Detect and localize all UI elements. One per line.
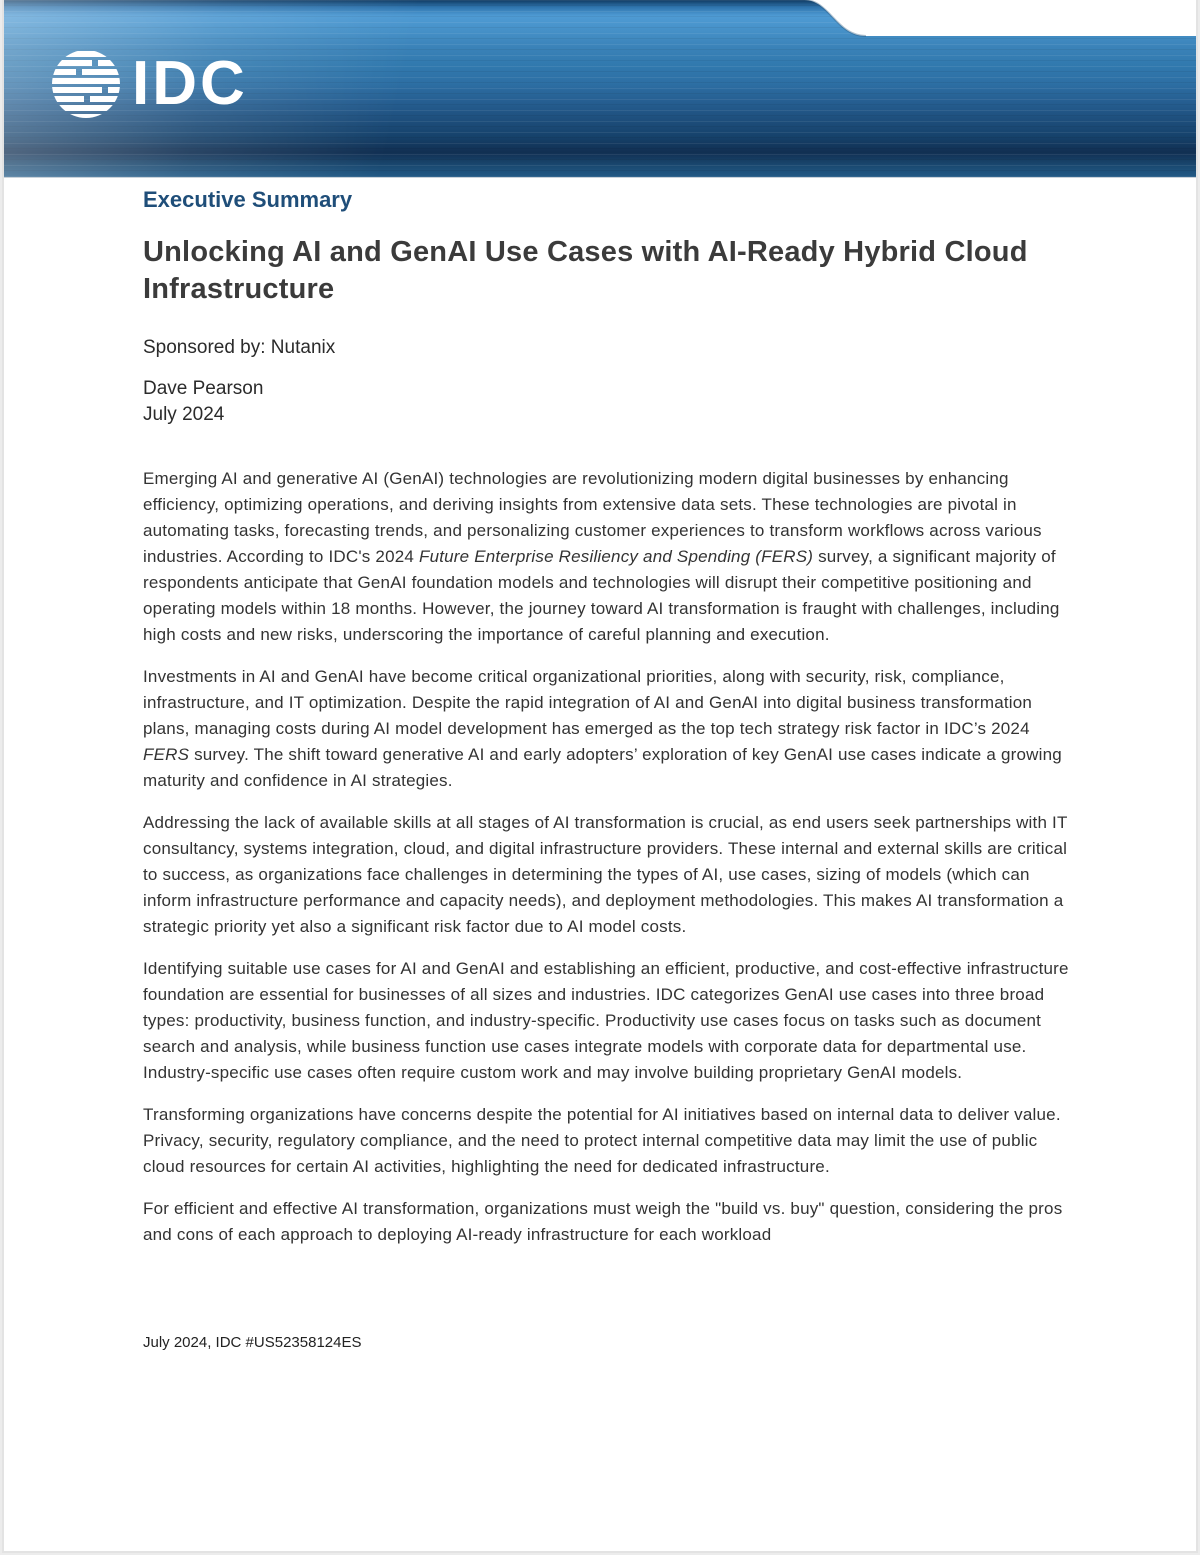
- paragraph-1-italic-citation: Future Enterprise Resiliency and Spending (FERS): [418, 547, 814, 566]
- sponsor-line: Sponsored by: Nutanix: [143, 337, 336, 358]
- paragraph-2-text-continued: survey. The shift toward generative AI and early adopters’ exploration of key GenAI use cases indicate a growing maturity and confidence in AI strategies.: [143, 745, 1062, 790]
- body-paragraph-5: Transforming organizations have concerns despite the potential for AI initiatives based on internal data to deliver value. Privacy, security, regulatory compliance, and the need to protect internal competitive data may limit the use of public cloud resources for certain AI activities, highlighting the need for dedicated infrastructure.: [143, 1105, 1061, 1176]
- document-title: Unlocking AI and GenAI Use Cases with AI-Ready Hybrid Cloud Infrastructure: [143, 236, 1028, 305]
- idc-logo-text: IDC: [132, 49, 248, 118]
- idc-globe-icon: [50, 48, 122, 120]
- paragraph-2-text: Investments in AI and GenAI have become critical organizational priorities, along with security, risk, compliance, infrastructure, and IT optimization. Despite the rapid integration of AI and GenAI into digital business transformation plans, managing costs during AI model development has emerged as the top tech strategy risk factor in IDC’s 2024: [143, 667, 1033, 738]
- section-label: Executive Summary: [143, 187, 353, 212]
- publication-date: July 2024: [143, 404, 225, 425]
- body-paragraph-4: Identifying suitable use cases for AI and GenAI and establishing an efficient, productive, and cost-effective infrastructure foundation are essential for businesses of all sizes and industries. IDC categorizes GenAI use cases into three broad types: productivity, business function, and industry-specific. Productivity use cases focus on tasks such as document search and analysis, while business function use cases integrate models with corporate data for departmental use. Industry-specific use cases often require custom work and may involve building proprietary GenAI models.: [143, 959, 1069, 1082]
- byline-block: [143, 376, 1086, 428]
- body-paragraph-6: For efficient and effective AI transformation, organizations must weigh the "build vs. buy" question, considering the pros and cons of each approach to deploying AI-ready infrastructure for each workload: [143, 1199, 1063, 1244]
- author-name: Dave Pearson: [143, 378, 264, 399]
- body-paragraph-2: [143, 664, 1078, 794]
- body-paragraph-3: Addressing the lack of available skills at all stages of AI transformation is crucial, as end users seek partnerships with IT consultancy, systems integration, cloud, and digital infrastructure providers. These internal and external skills are critical to success, as organizations face challenges in determining the types of AI, use cases, sizing of models (which can inform infrastructure performance and capacity needs), and deployment methodologies. This makes AI transformation a strategic priority yet also a significant risk factor due to AI model costs.: [143, 813, 1068, 936]
- footer-reference: July 2024, IDC #US52358124ES: [143, 1334, 362, 1351]
- document-body: [4, 186, 1196, 1353]
- paragraph-2-italic-citation: FERS: [143, 745, 190, 764]
- body-paragraphs: [143, 466, 1086, 1248]
- idc-banner: [4, 0, 1196, 178]
- body-paragraph-1: [143, 466, 1078, 648]
- idc-logo: [50, 48, 248, 120]
- paragraph-1-text-continued: survey, a significant majority of respondents anticipate that GenAI foundation models and technologies will disrupt their competitive positioning and operating models within 18 months. However, the journey toward AI transformation is fraught with challenges, including high costs and new risks, underscoring the importance of careful planning and execution.: [143, 547, 1060, 644]
- banner-notch-shape: [804, 0, 1196, 38]
- document-page: [2, 0, 1198, 1553]
- paragraph-1-text: Emerging AI and generative AI (GenAI) technologies are revolutionizing modern digital businesses by enhancing efficiency, optimizing operations, and deriving insights from extensive data sets. These technologies are pivotal in automating tasks, forecasting trends, and personalizing customer experiences to transform workflows across various industries. According to IDC's 2024: [143, 469, 1042, 566]
